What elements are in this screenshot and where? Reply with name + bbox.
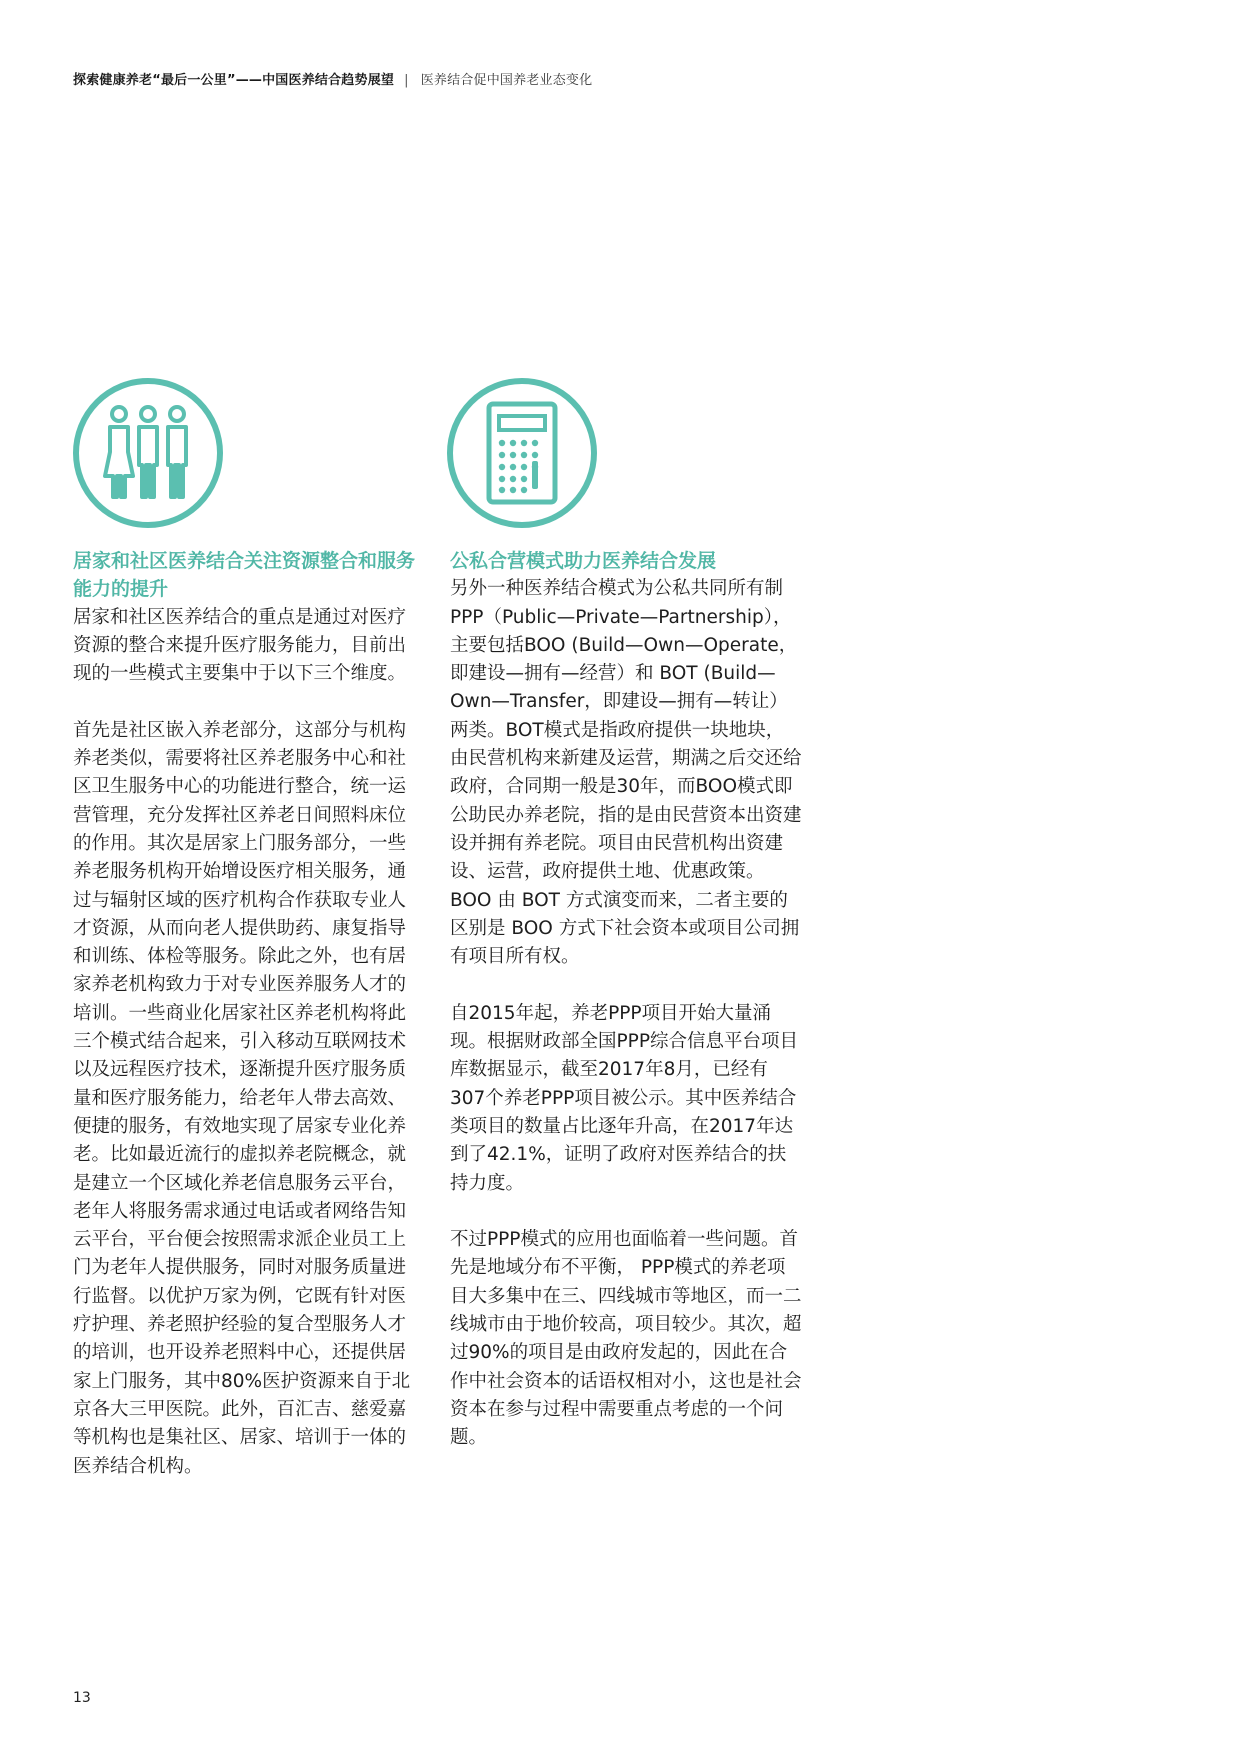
- left-paragraph-2: 首先是社区嵌入养老部分，这部分与机构养老类似，需要将社区养老服务中心和社区卫生服务中心的功能进行整合，统一运营管理，充分发挥社区养老日间照料床位的作用。其次是居家上门服务部分，一些养老服务机构开始增设医疗相关服务，通过与辐射区域的医疗机构合作获取专业人才资源，从而向老人提供助药、康复指导和训练、体检等服务。除此之外，也有居家养老机构致力于对专业医养服务人才的培训。一些商业化居家社区养老机构将此三个模式结合起来，引入移动互联网技术以及远程医疗技术，逐渐提升医疗服务质量和医疗服务能力，给老年人带去高效、便捷的服务，有效地实现了居家专业化养老。比如最近流行的虚拟养老院概念，就是建立一个区域化养老信息服务云平台，老年人将服务需求通过电话或者网络告知云平台，平台便会按照需求派企业员工上门为老年人提供服务，同时对服务质量进行监督。以优护万家为例，它既有针对医疗护理、养老照护经验的复合型服务人才的培训，也开设养老照料中心，还提供居家上门服务，其中80%医护资源来自于北京各大三甲医院。此外，百汇吉、慈爱嘉等机构也是集社区、居家、培训于一体的医养结合机构。: [73, 719, 411, 1477]
- right-paragraph-1: 另外一种医养结合模式为公私共同所有制PPP（Public—Private—Partnership），主要包括BOO (Build—Own—Operate，即建设—拥有—经营）和 BOT (Build—Own—Transfer，即建设—拥有—转让）两类。BOT模式是指政府提供一块地块，由民营机构来新建及运营，期满之后交还给政府，合同期一般是30年，而BOO模式即公助民办养老院，指的是由民营资本出资建设并拥有养老院。项目由民营机构出资建设、运营，政府提供土地、优惠政策。BOO 由 BOT 方式演变而来，二者主要的区别是 BOO 方式下社会资本或项目公司拥有项目所有权。: [450, 578, 802, 968]
- right-column: [450, 547, 802, 1481]
- people-icon: [72, 377, 224, 529]
- right-paragraph-2: 自2015年起，养老PPP项目开始大量涌现。根据财政部全国PPP综合信息平台项目库数据显示，截至2017年8月，已经有307个养老PPP项目被公示。其中医养结合类项目的数量占比逐年升高，在2017年达到了42.1%，证明了政府对医养结合的扶持力度。: [450, 1002, 798, 1194]
- header-separator: |: [404, 73, 409, 88]
- right-column-heading: 公私合营模式助力医养结合发展: [450, 550, 717, 572]
- header-title: 探索健康养老“最后一公里”——中国医养结合趋势展望: [73, 73, 395, 88]
- right-paragraph-3: 不过PPP模式的应用也面临着一些问题。首先是地域分布不平衡， PPP模式的养老项目大多集中在三、四线城市等地区，而一二线城市由于地价较高，项目较少。其次，超过90%的项目是由政府发起的，因此在合作中社会资本的话语权相对小，这也是社会资本在参与过程中需要重点考虑的一个问题。: [450, 1229, 802, 1449]
- left-column: [73, 547, 423, 1509]
- calculator-icon: [446, 377, 598, 529]
- left-paragraph-1: 居家和社区医养结合的重点是通过对医疗资源的整合来提升医疗服务能力，目前出现的一些模式主要集中于以下三个维度。: [73, 606, 407, 685]
- header-subtitle: 医养结合促中国养老业态变化: [420, 73, 593, 88]
- page-number: 13: [73, 1690, 91, 1706]
- left-column-heading: 居家和社区医养结合关注资源整合和服务能力的提升: [73, 550, 416, 601]
- running-header: [73, 69, 592, 88]
